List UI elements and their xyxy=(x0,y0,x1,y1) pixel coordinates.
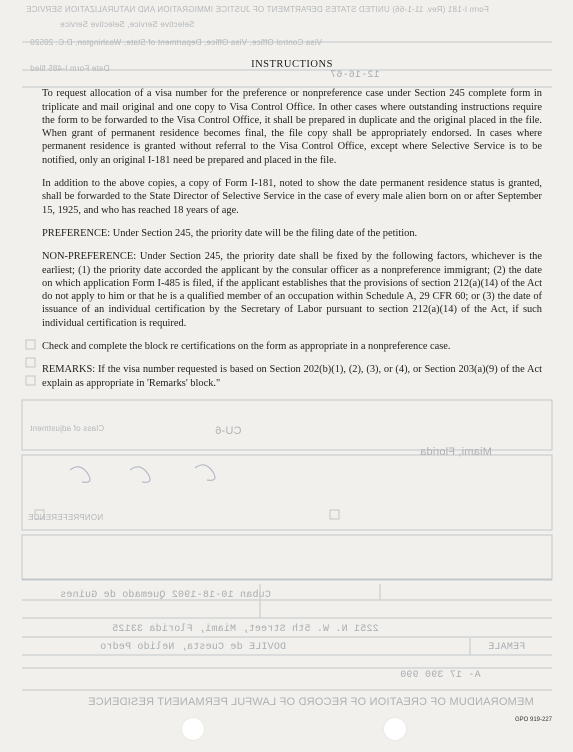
bleed-sex: FEMALE xyxy=(488,642,526,653)
bleed-visa-line: Visa Control Office, Visa Office, Department of State, Washington, D.C. 20520 xyxy=(30,38,322,47)
bleed-date-value: 12-16-67 xyxy=(330,70,380,81)
bleed-nonpreference: NONPREFERENCE xyxy=(28,513,104,522)
bleed-date-line: Date Form I-485 filed xyxy=(30,64,110,73)
bleed-class-value: CU-6 xyxy=(215,425,242,437)
paragraph-allocation: To request allocation of a visa number for the preference or nonpreference case under Section 245 complete form in triplicate and mail original and one copy to Visa Control Office. In other cases where outstanding instructions require the form to be forwarded to the Visa Control Office, it shall be prepared in duplicate and the original placed in the file. When grant of permanent residence becomes final, the file copy shall be appropriately endorsed. In cases where permanent residence is granted without referral to the Visa Control Office, except where Selective Service is to be notified, only an original I-181 need be prepared and placed in the file. xyxy=(42,88,542,166)
bleed-office: Miami, Florida xyxy=(420,446,492,458)
punch-hole-right xyxy=(384,718,406,740)
gpo-code: GPO 919-227 xyxy=(515,717,553,723)
bleed-class: Class of adjustment xyxy=(30,424,105,433)
punch-hole-left xyxy=(182,718,204,740)
bleed-title: MEMORANDUM OF CREATION OF RECORD OF LAWFUL PERMANENT RESIDENCE xyxy=(88,696,534,708)
bleed-birth: Cuban 10-18-1902 Quemado de Guines xyxy=(60,590,271,601)
bleed-file-no: A- 17 390 990 xyxy=(400,670,481,681)
paragraph-preference: PREFERENCE: Under Section 245, the priority date will be the filing date of the petition. xyxy=(42,227,418,239)
paragraph-certifications: Check and complete the block re certifications on the form as appropriate in a nonpreference case. xyxy=(42,341,451,353)
bleed-header: Form I-181 (Rev. 11-1-66) UNITED STATES DEPARTMENT OF JUSTICE IMMIGRATION AND NATURALIZATION SERVICE xyxy=(26,5,489,14)
bleed-name: DOVILE de Cuesta, Nelido Pedro xyxy=(100,642,287,653)
bleed-selective: Selective Service, Selective Service xyxy=(60,20,195,29)
paragraph-selective-service: In addition to the above copies, a copy of Form I-181, noted to show the date permanent residence status is granted, shall be forwarded to the State Director of Selective Service in the case of every male alien born on or after September 15, 1925, and who has reached 18 years of age. xyxy=(42,178,542,216)
bleed-address: 2251 N. W. 5th Street, Miami, Florida 33125 xyxy=(112,624,379,635)
instructions-block xyxy=(42,58,542,400)
instructions-title: INSTRUCTIONS xyxy=(251,59,333,70)
paragraph-non-preference: NON-PREFERENCE: Under Section 245, the priority date shall be fixed by the following factors, whichever is the earliest; (1) the priority date accorded the applicant by the consular officer as a nonpreference immigrant; (2) the date on which application Form I-485 is filed, if the applicant establishes that the provisions of section 212(a)(14) of the Act do not apply to him or that he is a qualified member of an occupation within Schedule A, 29 CFR 60; or (3) the date of issuance of an individual certification by the Secretary of Labor pursuant to section 212(a)(14) of the Act, if such individual certification is required. xyxy=(42,251,542,329)
paragraph-remarks: REMARKS: If the visa number requested is based on Section 202(b)(1), (2), (3), or (4), or Section 203(a)(9) of the Act explain as appropriate in 'Remarks' block." xyxy=(42,364,542,389)
